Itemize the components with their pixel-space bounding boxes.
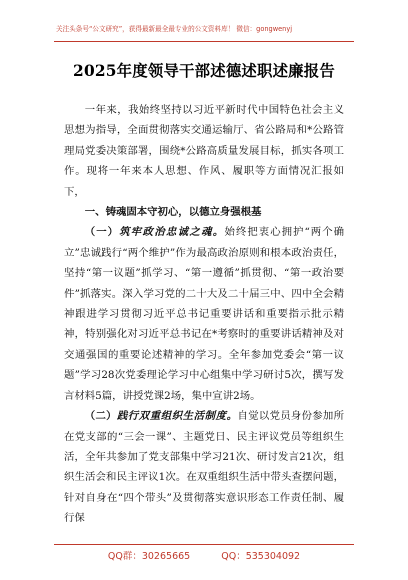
header-divider: [54, 41, 354, 42]
promo-banner: 关注头条号“公文研究”，获得最新最全最专业的公文资料库！ 微信：gongwenyj: [56, 25, 293, 33]
footer-divider: [54, 544, 354, 545]
sub-section-1-number: （一）: [84, 226, 120, 239]
sub-section-1-text: 始终把衷心拥护“两个确立”忠诚践行“两个维护”作为最高政治原则和根本政治责任，坚持“第一议题”抓学习、“第一遵循”抓贯彻、“第一政治要件”抓落实。深入学习党的二十大及二十届三中、四中全会精神跟进学习贯彻习近平总书记重要讲话和重要指示批示精神，特别强化对习近平总书记在*考察时的重要讲话精神及对交通强国的重要论述精神的学习。全年参加党委会“第一议题”学习28次党委理论学习中心组集中学习研讨5次，撰写发言材料5篇，讲授党课2场，集中宣讲2场。: [64, 226, 345, 402]
footer-qq: QQ：535304092: [221, 551, 301, 562]
sub-section-2-text: 自觉以党员身份参加所在党支部的“三会一课”、主题党日、民主评议党员等组织生活，全年共参加了党支部集中学习21次、研讨发言21次，组织生活会和民主评议1次。在双重组织生活中带头查摆问题，针对自身在“四个带头”及贯彻落实意识形态工作责任制、履行保: [64, 410, 345, 525]
footer-qq-group: QQ群：30265665: [107, 551, 191, 562]
sub-section-2-title: 践行双重组织生活制度。: [116, 410, 238, 423]
sub-section-1-title: 筑牢政治忠诚之魂。: [119, 226, 225, 239]
document-title: 2025年度领导干部述德述职述廉报告: [73, 62, 335, 80]
sub-section-2-number: （二）: [84, 410, 117, 423]
section-heading-1: 一、铸魂固本守初心，以德立身强根基: [84, 206, 262, 219]
intro-paragraph: 一年来，我始终坚持以习近平新时代中国特色社会主义思想为指导，全面贯彻落实交通运输厅、省公路局和*公路管理局党委决策部署，围绕*公路高质量发展目标，抓实各项工作。现将一年来本人思想、作风、履职等方面情况汇报如下，: [64, 104, 344, 198]
document-body: [64, 100, 344, 529]
sub-section-2: [64, 406, 344, 528]
footer-contacts: [54, 548, 354, 562]
sub-section-1: [64, 222, 344, 406]
